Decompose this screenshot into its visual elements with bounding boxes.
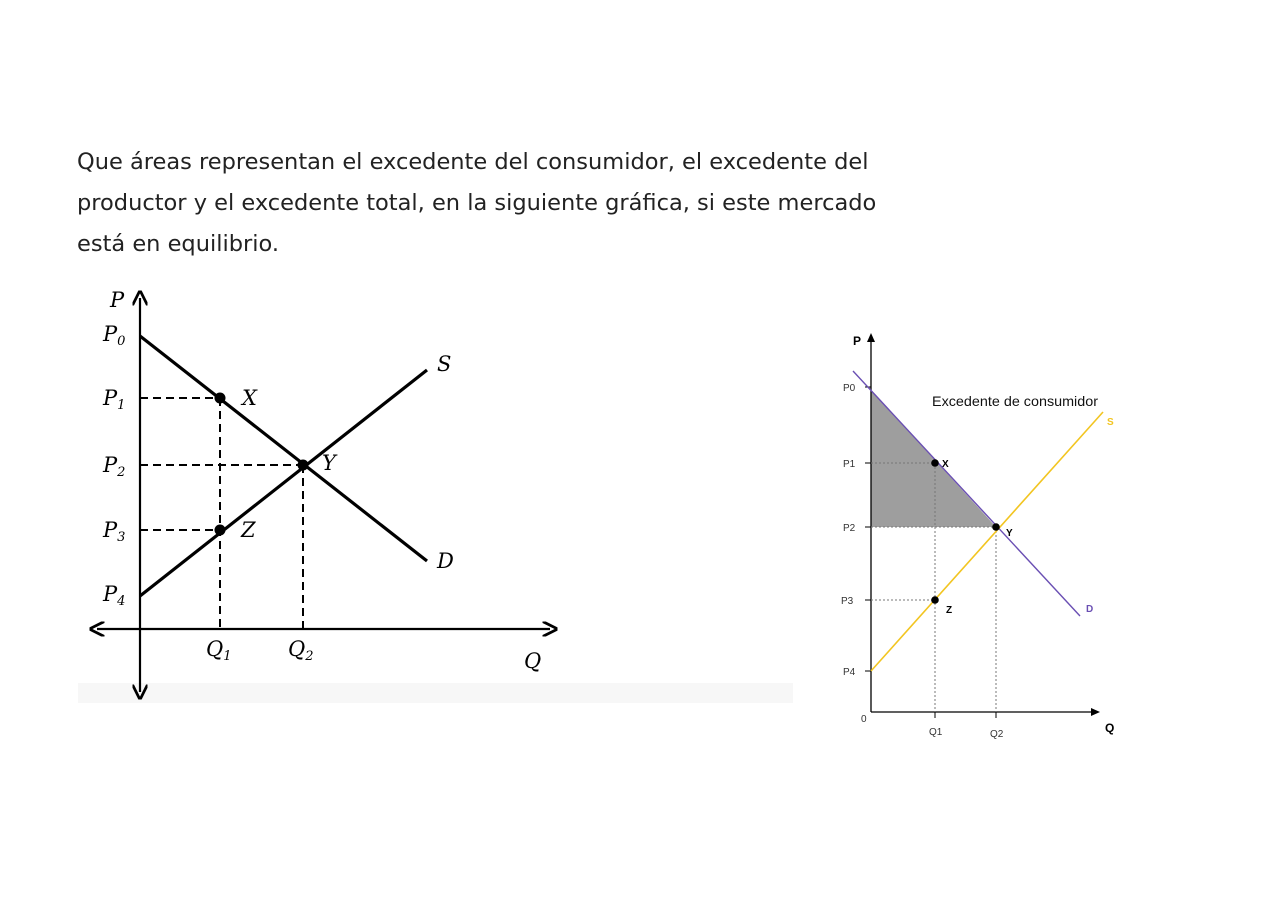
right-p2-label: P2 [843,523,856,534]
right-axis-y-label: P [853,334,862,348]
left-p4-label: P4 [103,582,126,609]
left-p2-label: P2 [103,453,126,480]
left-axis-x-label: Q [524,649,542,673]
left-p3-label: P3 [103,518,126,545]
left-axis-y-label: P [110,288,125,312]
right-x-axis-arrow [1091,708,1100,716]
left-supply-label: S [437,352,452,376]
right-y-axis-arrow [867,333,875,342]
question-line-1: Que áreas representan el excedente del consumidor, el excedente del [77,149,869,175]
right-point-y [992,523,1000,531]
right-q2-label: Q2 [990,729,1004,740]
right-q1-label: Q1 [929,727,943,738]
left-point-z-label: Z [241,518,256,542]
right-p4-label: P4 [843,667,856,678]
right-point-x [931,459,939,467]
left-point-y-label: Y [322,451,336,475]
left-p0-label: P0 [103,322,126,349]
right-supply-label: S [1107,417,1114,428]
left-q2-label: Q2 [288,637,314,664]
question-line-2: productor y el excedente total, en la siguiente gráfica, si este mercado [77,190,877,216]
right-point-x-label: X [942,459,949,470]
question-line-3: está en equilibrio. [77,231,280,257]
right-point-z [931,596,939,604]
right-demand-label: D [1086,604,1094,615]
right-axis-x-label: Q [1105,721,1115,735]
left-q1-label: Q1 [206,637,232,664]
right-p0-label: P0 [843,383,856,394]
left-p1-label: P1 [103,386,126,413]
right-point-y-label: Y [1006,528,1013,539]
consumer-surplus-label: Excedente de consumidor [932,393,1099,409]
right-origin-label: 0 [861,714,867,725]
right-p3-label: P3 [841,596,854,607]
left-point-x-label: X [242,386,257,410]
left-demand-label: D [437,549,454,573]
right-p1-label: P1 [843,459,856,470]
right-point-z-label: Z [946,605,953,616]
